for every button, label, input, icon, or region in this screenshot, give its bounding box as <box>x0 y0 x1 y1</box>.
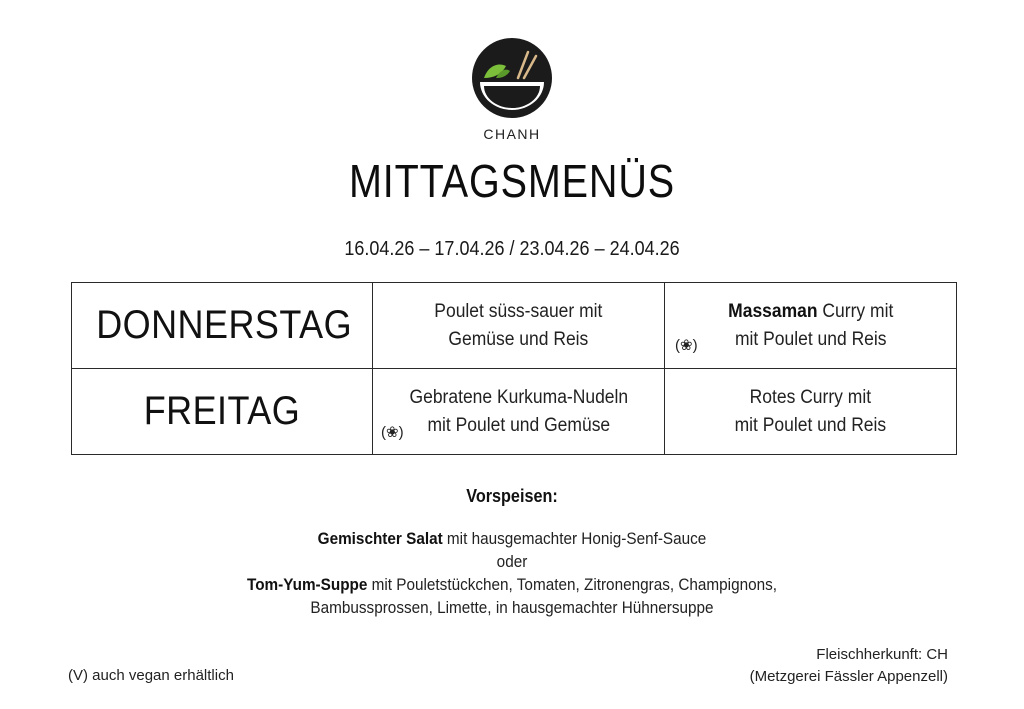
vegan-note <box>68 667 234 684</box>
dish-description: mit Poulet und Gemüse <box>427 414 610 436</box>
starter-separator: oder <box>496 552 528 571</box>
vegan-marker-icon: (❀) <box>381 424 404 441</box>
dish-name: Curry mit <box>817 300 894 322</box>
dish-description: mit Poulet und Reis <box>734 328 887 350</box>
starter-item <box>51 527 973 550</box>
starters-list <box>0 527 1024 619</box>
vegan-note-text: auch vegan erhältlich <box>88 667 234 684</box>
day-label: FREITAG <box>143 389 301 433</box>
dish-text <box>434 298 602 354</box>
dish-text <box>728 298 893 354</box>
meat-origin <box>750 644 948 688</box>
starter-description-line2: Bambussprossen, Limette, in hausgemachter Hühnersuppe <box>310 598 714 617</box>
starter-description: mit Pouletstückchen, Tomaten, Zitronengras, Champignons, <box>367 575 778 594</box>
dish-text <box>735 384 887 440</box>
day-label: DONNERSTAG <box>96 303 353 347</box>
dish-description: Gemüse und Reis <box>448 328 589 350</box>
meat-origin-line: Fleischherkunft: CH <box>816 646 948 663</box>
dish-name: Poulet süss-sauer mit <box>434 300 603 322</box>
menu-table <box>71 282 957 455</box>
noodle-bowl-logo-icon <box>472 38 552 118</box>
vegan-marker-icon: (V) <box>68 667 88 684</box>
page-title: MITTAGSMENÜS <box>348 155 676 207</box>
starter-name: Gemischter Salat <box>317 529 443 548</box>
table-row <box>72 283 957 369</box>
starter-name: Tom-Yum-Suppe <box>246 575 368 594</box>
menu-dates: 16.04.26 – 17.04.26 / 23.04.26 – 24.04.26 <box>344 238 680 260</box>
starters-title: Vorspeisen: <box>466 486 558 506</box>
dish-cell <box>665 283 957 369</box>
brand-name: CHANH <box>483 126 541 142</box>
vegan-marker-icon: (❀) <box>675 337 698 354</box>
starter-description: mit hausgemachter Honig-Senf-Sauce <box>442 529 707 548</box>
starter-item <box>51 573 973 596</box>
dish-description: mit Poulet und Reis <box>734 414 887 436</box>
day-cell <box>72 283 373 369</box>
dish-cell <box>373 283 665 369</box>
dish-cell <box>373 369 665 455</box>
dish-text <box>409 384 628 440</box>
dish-name: Gebratene Kurkuma-Nudeln <box>409 386 628 408</box>
dish-name-bold: Massaman <box>727 300 818 322</box>
dish-name: Rotes Curry mit <box>749 386 872 408</box>
table-row <box>72 369 957 455</box>
dish-cell <box>665 369 957 455</box>
butcher-line: (Metzgerei Fässler Appenzell) <box>749 668 948 685</box>
day-cell <box>72 369 373 455</box>
